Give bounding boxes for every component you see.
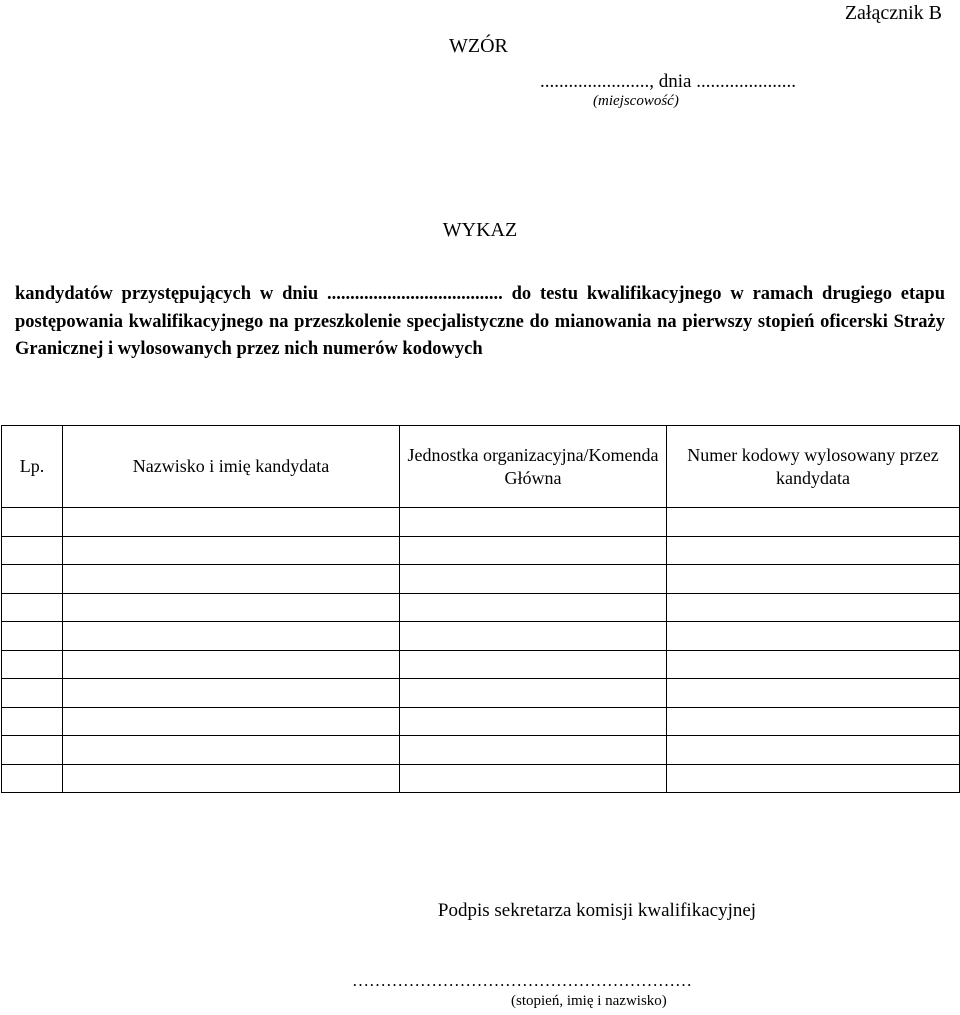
table-cell [400,707,667,736]
table-cell [400,650,667,679]
table-cell [400,736,667,765]
table-row [2,536,960,565]
table-cell [63,565,400,594]
table-cell [667,536,960,565]
table-cell [400,593,667,622]
place-caption: (miejscowość) [593,93,679,109]
column-header-unit: Jednostka organizacyjna/Komenda Główna [400,426,667,508]
table-row [2,736,960,765]
table-cell [667,565,960,594]
table-cell [2,707,63,736]
table-cell [2,536,63,565]
table-cell [2,622,63,651]
table-cell [400,622,667,651]
table-cell [400,565,667,594]
table-cell [2,593,63,622]
signature-line: …………………………………………………… [352,971,692,990]
table-cell [63,764,400,793]
table-cell [400,536,667,565]
table-cell [2,736,63,765]
table-cell [63,536,400,565]
table-cell [667,764,960,793]
table-cell [63,622,400,651]
table-cell [667,707,960,736]
table-cell [2,650,63,679]
column-header-lp: Lp. [2,426,63,508]
table-cell [2,508,63,537]
signature-caption: (stopień, imię i nazwisko) [511,993,667,1009]
table-row [2,622,960,651]
table-row [2,565,960,594]
signature-label: Podpis sekretarza komisji kwalifikacyjnej [437,900,757,921]
table-cell [63,650,400,679]
table-cell [63,736,400,765]
column-header-name: Nazwisko i imię kandydata [63,426,400,508]
table-row [2,593,960,622]
table-cell [63,707,400,736]
table-cell [400,679,667,708]
column-header-code: Numer kodowy wylosowany przez kandydata [667,426,960,508]
table-row [2,707,960,736]
table-cell [400,508,667,537]
document-title: WYKAZ [442,219,518,241]
table-row [2,508,960,537]
attachment-label: Załącznik B [844,2,942,24]
table-cell [667,508,960,537]
table-row [2,679,960,708]
table-header-row [2,426,960,508]
table-cell [667,679,960,708]
table-row [2,764,960,793]
table-cell [400,764,667,793]
table-cell [63,679,400,708]
intro-paragraph: kandydatów przystępujących w dniu ...................................... do testu kwalifikacyjnego w ramach drugiego etapu postępowania kwalifikacyjnego na przeszkolenie specjalistyczne do mianowania na pierwszy stopień oficerski Straży Granicznej i wylosowanych przez nich numerów kodowych [15,284,945,359]
table-cell [667,736,960,765]
table-cell [63,508,400,537]
table-cell [667,593,960,622]
table-cell [667,622,960,651]
table-cell [2,764,63,793]
table-cell [667,650,960,679]
table-cell [2,679,63,708]
table-cell [63,593,400,622]
template-label: WZÓR [449,35,508,57]
table-row [2,650,960,679]
place-date-field: ......................., dnia ..................... [540,71,796,92]
table-cell [2,565,63,594]
candidates-table [1,425,960,793]
